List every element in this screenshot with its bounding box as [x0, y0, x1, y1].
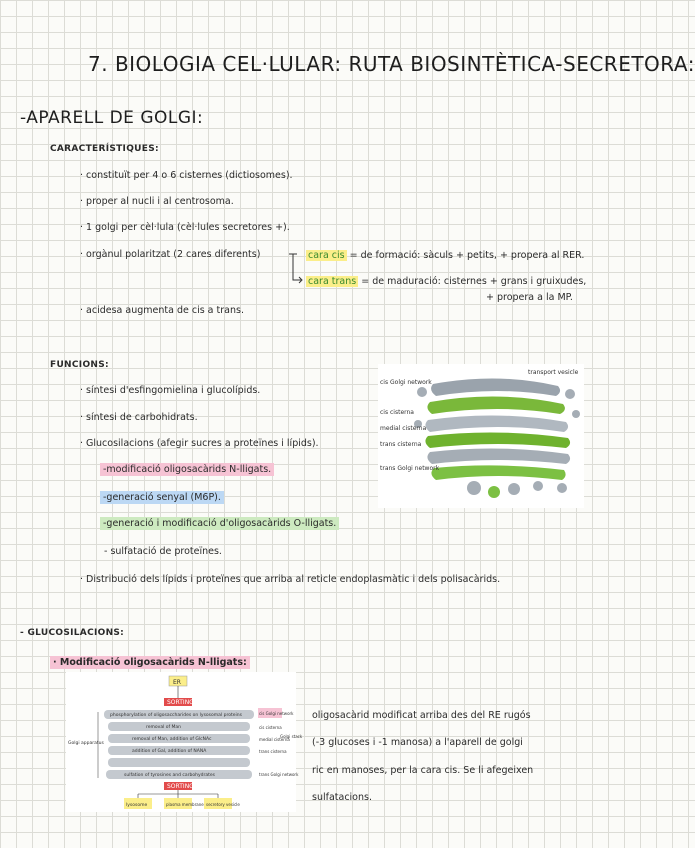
- diagram-sorting-top: SORTING: [167, 699, 194, 706]
- function-subitem-4: - sulfatació de proteïnes.: [104, 546, 222, 557]
- diagram-out-membrane: plasma membrane: [166, 802, 204, 807]
- glyco-paragraph-line-1: oligosacàrid modificat arriba des del RE rugós: [312, 710, 531, 721]
- glyco-paragraph-line-2: (-3 glucoses i -1 manosa) a l'aparell de golgi: [312, 737, 523, 748]
- char-item-3: · 1 golgi per cèl·lula (cèl·lules secretores +).: [80, 222, 290, 233]
- trans-face-text-2: + propera a la MP.: [486, 292, 573, 303]
- characteristics-heading: CARACTERÍSTIQUES:: [50, 144, 159, 154]
- glyco-paragraph-line-4: sulfatacions.: [312, 792, 372, 803]
- golgi-illustration: [378, 364, 584, 508]
- function-item-1: · síntesi d'esfingomielina i glucolípids.: [80, 385, 261, 396]
- glyco-paragraph-line-3: ric en manoses, per la cara cis. Se li afegeixen: [312, 765, 534, 776]
- diagram-step-3: removal of Man, addition of GlcNAc: [132, 737, 212, 742]
- diagram-step-4: addition of Gal, addition of NANA: [132, 749, 207, 754]
- fig-label-cis-network: cis Golgi network: [380, 379, 432, 386]
- function-item-3: · Glucosilacions (afegir sucres a proteïnes i lípids).: [80, 438, 319, 449]
- glycosylation-diagram: [66, 672, 303, 812]
- diagram-right-trans: trans cisterna: [259, 749, 287, 754]
- char-item-5: · acidesa augmenta de cis a trans.: [80, 305, 244, 316]
- function-item-4: · Distribució dels lípids i proteïnes que arriba al reticle endoplasmàtic i dels polisacàrids.: [80, 574, 501, 585]
- page-title: 7. BIOLOGIA CEL·LULAR: RUTA BIOSINTÈTICA-SECRETORA:: [88, 52, 695, 76]
- char-item-4: · orgànul polaritzat (2 cares diferents): [80, 249, 261, 260]
- diagram-out-lysosome: lysosome: [126, 803, 148, 808]
- highlight-pink-glyco: · Modificació oligosacàrids N-lligats:: [50, 656, 250, 669]
- function-subitem-3: [100, 518, 339, 529]
- section-heading-glyco: - GLUCOSILACIONS:: [20, 628, 125, 638]
- function-item-2: · síntesi de carbohidrats.: [80, 412, 198, 423]
- highlight-blue: -generació senyal (M6P).: [100, 491, 224, 504]
- diagram-out-secretory: secretory vesicle: [206, 802, 240, 807]
- diagram-step-5: sulfation of tyrosines and carbohydrates: [124, 773, 215, 778]
- brace-icon: [287, 250, 307, 286]
- diagram-sorting-bottom: SORTING: [167, 783, 194, 790]
- functions-heading: FUNCIONS:: [50, 360, 109, 370]
- diagram-right-cis-cisterna: cis cisterna: [259, 725, 282, 730]
- cis-face-line: [306, 250, 584, 261]
- fig-label-medial: medial cisterna: [380, 425, 427, 432]
- diagram-right-stack: Golgi stack: [280, 734, 303, 739]
- diagram-left-label: Golgi apparatus: [68, 741, 104, 746]
- fig-label-trans-network: trans Golgi network: [380, 465, 440, 472]
- function-subitem-1: [100, 464, 274, 475]
- diagram-right-cis: cis Golgi network: [259, 711, 294, 716]
- function-subitem-2: [100, 492, 224, 503]
- diagram-step-1: phosphorylation of oligosaccharides on lysosomal proteins: [110, 713, 242, 718]
- trans-face-text: = de maduració: cisternes + grans i gruixudes,: [361, 276, 587, 287]
- trans-face-label: cara trans: [308, 276, 357, 287]
- diagram-right-medial: medial cisterna: [259, 737, 290, 742]
- fig-label-transport: transport vesicle: [528, 369, 579, 376]
- diagram-right-tgn: trans Golgi network: [259, 772, 299, 777]
- fig-label-trans-cisterna: trans cisterna: [380, 441, 422, 448]
- char-item-1: · constituït per 4 o 6 cisternes (dictiosomes).: [80, 170, 293, 181]
- trans-face-line: [306, 276, 586, 287]
- section-heading-golgi: -APARELL DE GOLGI:: [20, 108, 204, 128]
- fig-label-cis-cisterna: cis cisterna: [380, 409, 414, 416]
- glyco-subheading: [50, 657, 250, 668]
- highlight-green: -generació i modificació d'oligosacàrids O-lligats.: [100, 517, 339, 530]
- diagram-step-2: removal of Man: [146, 725, 182, 730]
- highlight-pink: -modificació oligosacàrids N-lligats.: [100, 463, 274, 476]
- cis-face-label: cara cis: [308, 250, 345, 261]
- diagram-er: ER: [173, 679, 181, 686]
- cis-face-text: = de formació: sàculs + petits, + propera al RER.: [349, 250, 585, 261]
- char-item-2: · proper al nucli i al centrosoma.: [80, 196, 234, 207]
